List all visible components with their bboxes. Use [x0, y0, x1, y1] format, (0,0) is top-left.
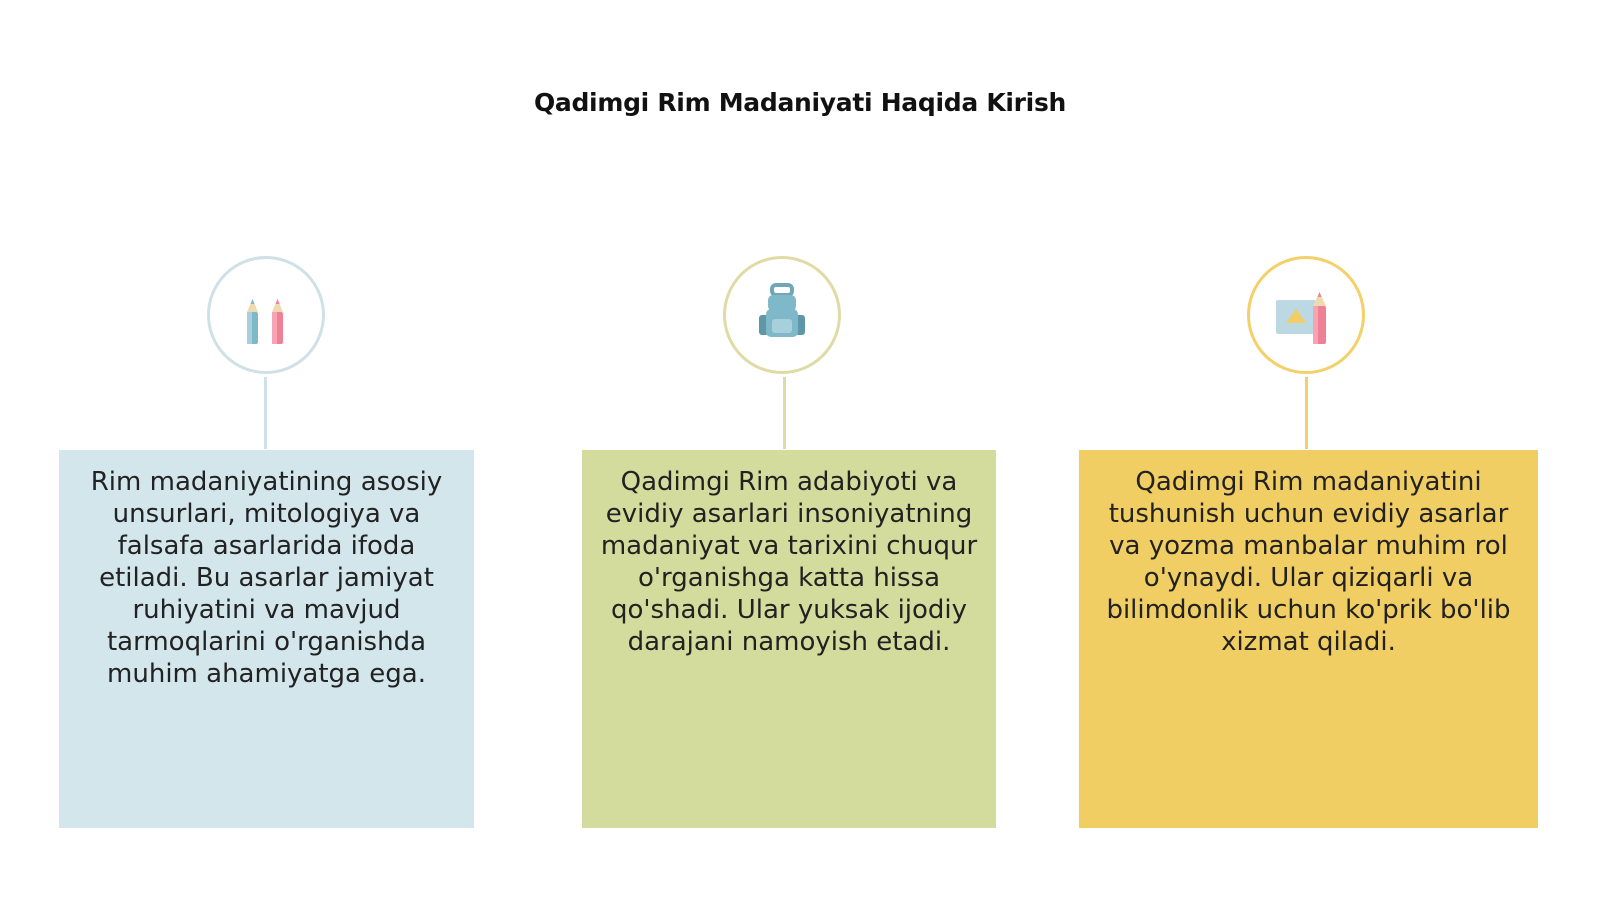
card-column-1: [0, 0, 540, 900]
card-text-3: Qadimgi Rim madaniyatini tushunish uchun evidiy asarlar va yozma manbalar muhim rol o'ynaydi. Ular qiziqarli va bilimdonlik uchun ko'prik bo'lib xizmat qiladi.: [1106, 467, 1511, 657]
drawing-pencil-icon: [1250, 259, 1362, 371]
card-text-1: Rim madaniyatining asosiy unsurlari, mitologiya va falsafa asarlarida ifoda etiladi. Bu asarlar jamiyat ruhiyatini va mavjud tarmoqlarini o'rganishda muhim ahamiyatga ega.: [90, 467, 443, 689]
card-column-3: [1060, 0, 1600, 900]
icon-circle-3: [1247, 256, 1365, 374]
card-column-2: [540, 0, 1060, 900]
icon-circle-2: [723, 256, 841, 374]
info-card-2: [582, 450, 996, 828]
info-card-1: [59, 450, 474, 828]
info-card-3: [1079, 450, 1538, 828]
icon-circle-1: [207, 256, 325, 374]
backpack-icon: [726, 259, 838, 371]
connector-line-3: [1305, 377, 1308, 449]
slide-title: Qadimgi Rim Madaniyati Haqida Kirish: [533, 88, 1067, 117]
connector-line-1: [264, 377, 267, 449]
connector-line-2: [783, 377, 786, 449]
card-text-2: Qadimgi Rim adabiyoti va evidiy asarlari insoniyatning madaniyat va tarixini chuqur o'rganishga katta hissa qo'shadi. Ular yuksak ijodiy darajani namoyish etadi.: [600, 467, 978, 657]
colored-pencils-icon: [210, 259, 322, 371]
